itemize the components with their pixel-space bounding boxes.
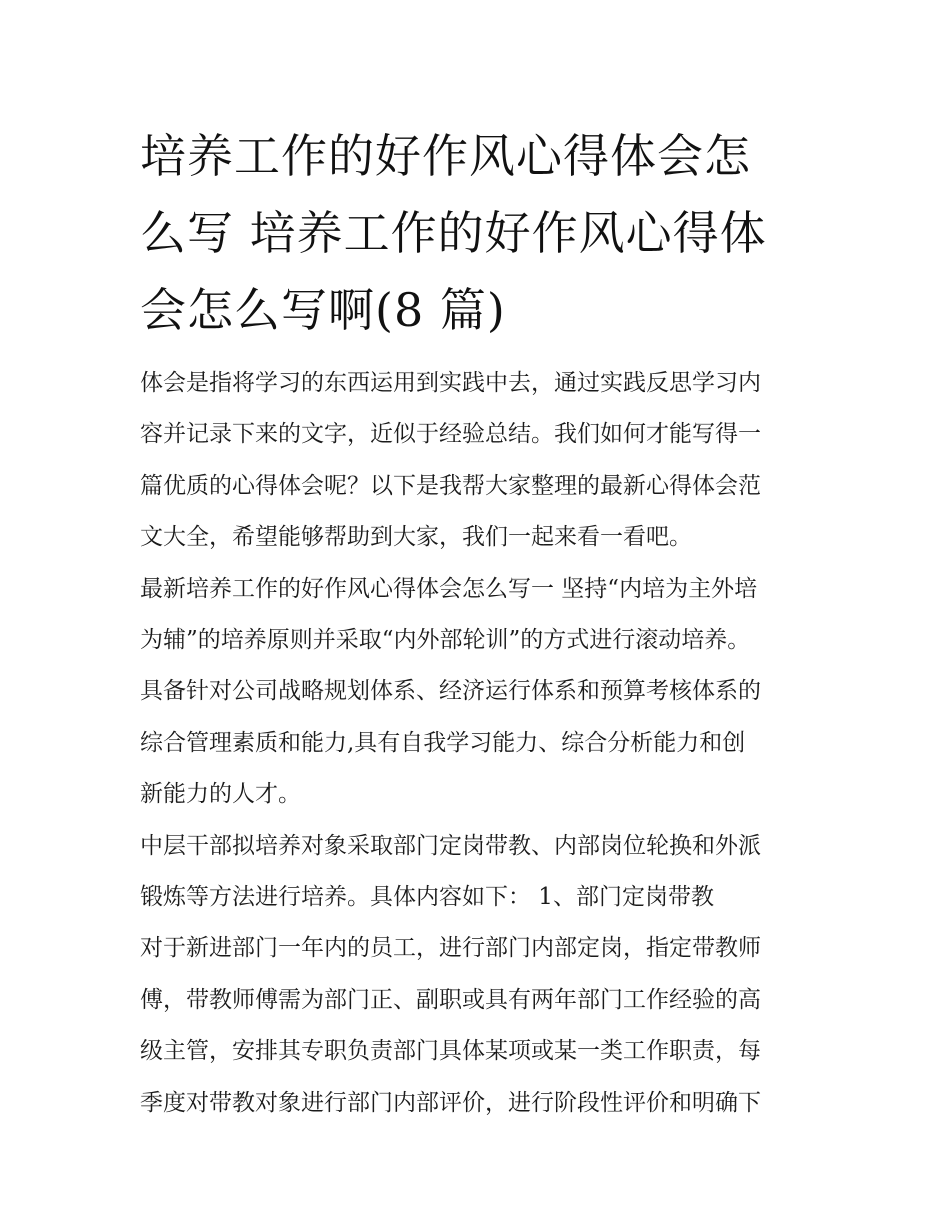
- text-line: 为辅”的培养原则并采取“内外部轮训”的方式进行滚动培养。: [140, 627, 751, 654]
- title-line: 么写 培养工作的好作风心得体: [140, 206, 767, 260]
- text-line: 对于新进部门一年内的员工，进行部门内部定岗，指定带教师: [140, 935, 761, 962]
- text-line: 容并记录下来的文字，近似于经验总结。我们如何才能写得一: [140, 421, 761, 448]
- paragraph-mentoring: [140, 923, 820, 1129]
- paragraph-methods: [140, 821, 820, 924]
- text-line: 中层干部拟培养对象采取部门定岗带教、内部岗位轮换和外派: [140, 832, 761, 859]
- text-line: 新能力的人才。: [140, 781, 301, 808]
- title-line: 培养工作的好作风心得体会怎: [140, 129, 751, 183]
- paragraph-section-one: [140, 564, 820, 667]
- text-line: 篇优质的心得体会呢？以下是我帮大家整理的最新心得体会范: [140, 472, 761, 499]
- text-line: 具备针对公司战略规划体系、经济运行体系和预算考核体系的: [140, 678, 761, 705]
- text-line: 体会是指将学习的东西运用到实践中去，通过实践反思学习内: [140, 370, 761, 396]
- paragraph-intro: [140, 358, 820, 564]
- text-line: 傅，带教师傅需为部门正、副职或具有两年部门工作经验的高: [140, 986, 761, 1013]
- text-line: 级主管，安排其专职负责部门具体某项或某一类工作职责，每: [140, 1038, 761, 1065]
- paragraph-talent: [140, 666, 820, 820]
- text-line: 文大全，希望能够帮助到大家，我们一起来看一看吧。: [140, 524, 692, 551]
- document-body: [140, 358, 820, 1129]
- title-line: 会怎么写啊(8 篇): [140, 283, 506, 337]
- text-line: 锻炼等方法进行培养。具体内容如下： 1、部门定岗带教: [140, 884, 714, 911]
- text-line: 综合管理素质和能力,具有自我学习能力、综合分析能力和创: [140, 729, 746, 756]
- text-line: 最新培养工作的好作风心得体会怎么写一 坚持“内培为主外培: [140, 575, 758, 602]
- text-line: 季度对带教对象进行部门内部评价，进行阶段性评价和明确下: [140, 1089, 761, 1116]
- document-title: [140, 118, 830, 349]
